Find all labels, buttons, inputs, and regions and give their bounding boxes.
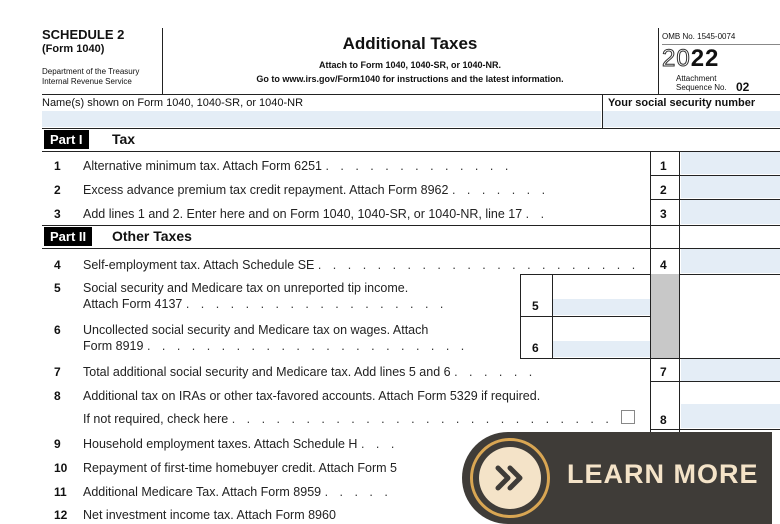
line-3-amount[interactable] [681, 200, 780, 224]
name-field[interactable] [42, 111, 601, 127]
line-1-amount[interactable] [681, 152, 780, 174]
part2-title: Other Taxes [112, 228, 192, 244]
line-5-amount[interactable] [553, 299, 650, 315]
names-label: Name(s) shown on Form 1040, 1040-SR, or 1040-NR [42, 97, 304, 109]
line-11-num: 11 [54, 485, 67, 499]
line-10-desc: Repayment of first-time homebuyer credit. Attach Form 5 [83, 461, 398, 475]
double-chevron-right-icon[interactable] [479, 447, 541, 509]
attach-instruction: Attach to Form 1040, 1040-SR, or 1040-NR. [318, 60, 502, 70]
line-7-num: 7 [54, 365, 61, 379]
line-5-num: 5 [54, 281, 61, 295]
form-id-block [42, 28, 164, 94]
line-6-box: 6 [532, 341, 539, 355]
line-12-desc: Net investment income tax. Attach Form 8960 [83, 508, 336, 522]
line-1-desc: Alternative minimum tax. Attach Form 6251 . . . . . . . . . . . . . [83, 159, 513, 173]
line-8-desc-1: Additional tax on IRAs or other tax-favored accounts. Attach Form 5329 if required. [83, 389, 541, 403]
line-2-box: 2 [660, 183, 667, 197]
line-8-box: 8 [660, 413, 667, 427]
line-2-desc: Excess advance premium tax credit repayment. Attach Form 8962 . . . . . . . [83, 183, 550, 197]
line-4-box: 4 [660, 258, 667, 272]
learn-more-label[interactable]: LEARN MORE [567, 459, 759, 489]
line-5-6-shaded-area [651, 274, 679, 359]
irs-label: Internal Revenue Service [42, 77, 132, 86]
line-3-box: 3 [660, 207, 667, 221]
attachment-label: Attachment Sequence No. [676, 74, 727, 92]
line-4-num: 4 [54, 258, 61, 272]
line-6-desc-2: Form 8919 . . . . . . . . . . . . . . . . . . . . . . [83, 339, 469, 353]
ssn-label: Your social security number [608, 97, 756, 109]
line-4-desc: Self-employment tax. Attach Schedule SE . . . . . . . . . . . . . . . . . . . . . . [83, 258, 640, 272]
line-9-desc: Household employment taxes. Attach Schedule H . . . [83, 437, 399, 451]
line-6-amount[interactable] [553, 341, 650, 357]
line-8-amount[interactable] [681, 404, 780, 428]
line-2-amount[interactable] [681, 176, 780, 198]
line-1-box: 1 [660, 159, 667, 173]
line-3-num: 3 [54, 207, 61, 221]
schedule-label: SCHEDULE 2 [42, 27, 125, 42]
goto-instruction: Go to www.irs.gov/Form1040 for instructions and the latest information. [256, 74, 564, 84]
tax-year: 2022 [662, 45, 720, 72]
part1-title: Tax [112, 131, 136, 147]
line-3-desc: Add lines 1 and 2. Enter here and on Form 1040, 1040-SR, or 1040-NR, line 17 . . [83, 207, 549, 221]
dept-label: Department of the Treasury [42, 67, 140, 76]
line-7-box: 7 [660, 365, 667, 379]
part2-label: Part II [44, 227, 92, 246]
line-7-desc: Total additional social security and Medicare tax. Add lines 5 and 6 . . . . . . [83, 365, 537, 379]
line-6-num: 6 [54, 323, 61, 337]
ssn-field[interactable] [603, 111, 780, 127]
line-11-desc: Additional Medicare Tax. Attach Form 8959 . . . . . [83, 485, 392, 499]
line-7-amount[interactable] [681, 359, 780, 381]
line-1-num: 1 [54, 159, 61, 173]
line-10-num: 10 [54, 461, 68, 475]
line-8-desc-2: If not required, check here . . . . . . . . . . . . . . . . . . . . . . . . . . [83, 412, 613, 426]
line-12-num: 12 [54, 508, 68, 522]
form-title: Additional Taxes [342, 34, 478, 53]
line-8-checkbox[interactable] [621, 410, 635, 424]
line-5-desc-1: Social security and Medicare tax on unreported tip income. [83, 281, 409, 295]
line-6-desc-1: Uncollected social security and Medicare tax on wages. Attach [83, 323, 429, 337]
sequence-number: 02 [736, 80, 750, 94]
line-9-num: 9 [54, 437, 61, 451]
line-8-num: 8 [54, 389, 61, 403]
part1-label: Part I [44, 130, 89, 149]
form-label: (Form 1040) [42, 43, 105, 55]
line-4-amount[interactable] [681, 249, 780, 273]
omb-number: OMB No. 1545-0074 [662, 32, 736, 41]
line-5-box: 5 [532, 299, 539, 313]
line-2-num: 2 [54, 183, 61, 197]
line-5-desc-2: Attach Form 4137 . . . . . . . . . . . . . . . . . . [83, 297, 448, 311]
